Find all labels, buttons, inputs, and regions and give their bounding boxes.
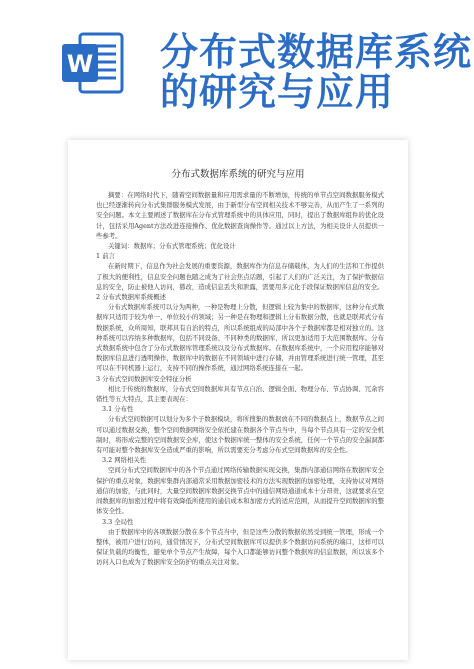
body-paragraph: 分布式空间数据可以划分为多个子数据模块，将所搜集的数据放在不同的数据点上，数据节点之间可以通过数据交换，整个空间数据网络安全依托建在数据各个节点当中，当每个节点具有一定的安全机制时，将形成完整的空间数据安全库，使这个数据库统一整体的安全系统，任何一个节点的安全漏洞都有可能对整个数据库安全造成严重的影响，所以需要充分考虑分布式空间数据库的安全性。 [96,415,384,455]
subsection-heading: 3.1 分布性 [102,405,134,414]
abstract-paragraph: 摘要：在网络时代下，随着空间数据量和应用需求量的不断增加，传统的单节点空间数据服务模式也已经逐渐转向分布式集群服务模式发展，由于新型分布空间相关技术不够完善，从而产生了一系列的安全问题。本文主要阐述了数据库在分布式管理系统中的具体应用，同时，提出了数据库组件的优化设计，包括采用Agent方法改进连接操作、优化数据查询操作等。通过以上方法，为相关设计人员提供一些参考。 [96,191,384,240]
subsection-heading: 3.2 网络相关性 [102,456,147,465]
banner-title-line-2: 的研究与应用 [160,70,395,114]
svg-text:W: W [66,50,94,78]
section-heading: 3 分布式空间数据库安全特征分析 [96,374,192,383]
keywords-paragraph: 关键词：数据库；分布式管理系统；优化设计 [108,242,236,251]
body-paragraph: 分布式数据库系统可以分为两种，一种是物理上分散，但逻辑上较为集中的数据库，这种分布式数据库只适用于较为单一、单位较小的领域；另一种是在物理和逻辑上分布数据分散，也就是联邦式分布数据系统，众所周知，联邦具有自治的特点，所以系统组成的局部中各个子数据库都是相对独立的。这种系统可以容纳多种数据库，包括不同设备、不同种类的数据库，所以更加适用于大范围数据库。分布式数据系统中包含了分布式数据库管理系统以及分布式数据库。在数据库系统中，一个应用程序能够对数据库信息进行透明操作，数据库中的数据在不同领域中进行存储，并由管理系统进行统一管理，甚至可以在不同机器上运行，支持不同的操作系统，通过网络系统连接在一起。 [96,303,384,373]
body-paragraph: 空间分布式空间数据库中的各个节点通过网络传输数据实现交换，集群内部通信网络在数据库安全保护的重点对象，数据库集群内部通常采用数据加密技术的方法实现数据的加密处理，支持协议对网络通信的加密，与此同时，大量空间数据库数据交换节点中的通信网络通道成本十分昂贵，这就要求在空间数据库的加密过程中将有效降低所使用的通信成本和加密方式的适应范围，从而提升空间数据库的整体安全性。 [96,466,384,516]
banner-title-line-1: 分布式数据库系统 [160,30,473,74]
subsection-heading: 3.3 全局性 [102,517,134,526]
body-paragraph: 相比于传统的数据库，分布式空间数据库具有节点自治、逻辑全面、物理分布、节点协调、冗余容错性等五大特点，其主要表现在： [96,384,384,404]
section-heading: 1 前言 [96,252,115,261]
header-banner [0,0,474,118]
body-paragraph: 由于数据库中的各项数据分散在多个节点当中，但是这些分散的数据依然受到统一管理，形成一个整体，被用户进行访问，通常情况下，分布式空间数据库可以提供多个数据访问系统的端口，这样可以保证负载的均衡性，避免单个节点产生故障，每个入口都能够访问整个数据库的信息数据，所以该多个访问入口也成为了数据库安全防护的重点关注对象。 [96,527,384,567]
word-document-icon [60,28,124,98]
document-page [68,140,408,660]
document-body [96,190,384,568]
document-title: 分布式数据库系统的研究与应用 [171,169,305,180]
section-heading: 2 分布式数据库系统概述 [96,293,167,302]
body-paragraph: 在新时期下，信息作为社会发展的重要资源，数据库作为信息存储载体，为人们的生活和工作提供了极大的便利性，信息安全问题也随之成为了社会焦点话题，引起了人们的广泛关注，为了保护数据信息的安全，防止被他人访问，篡改，造成信息丢失和泄露，需要用多元化手段保证数据库信息的安全。 [96,262,384,291]
